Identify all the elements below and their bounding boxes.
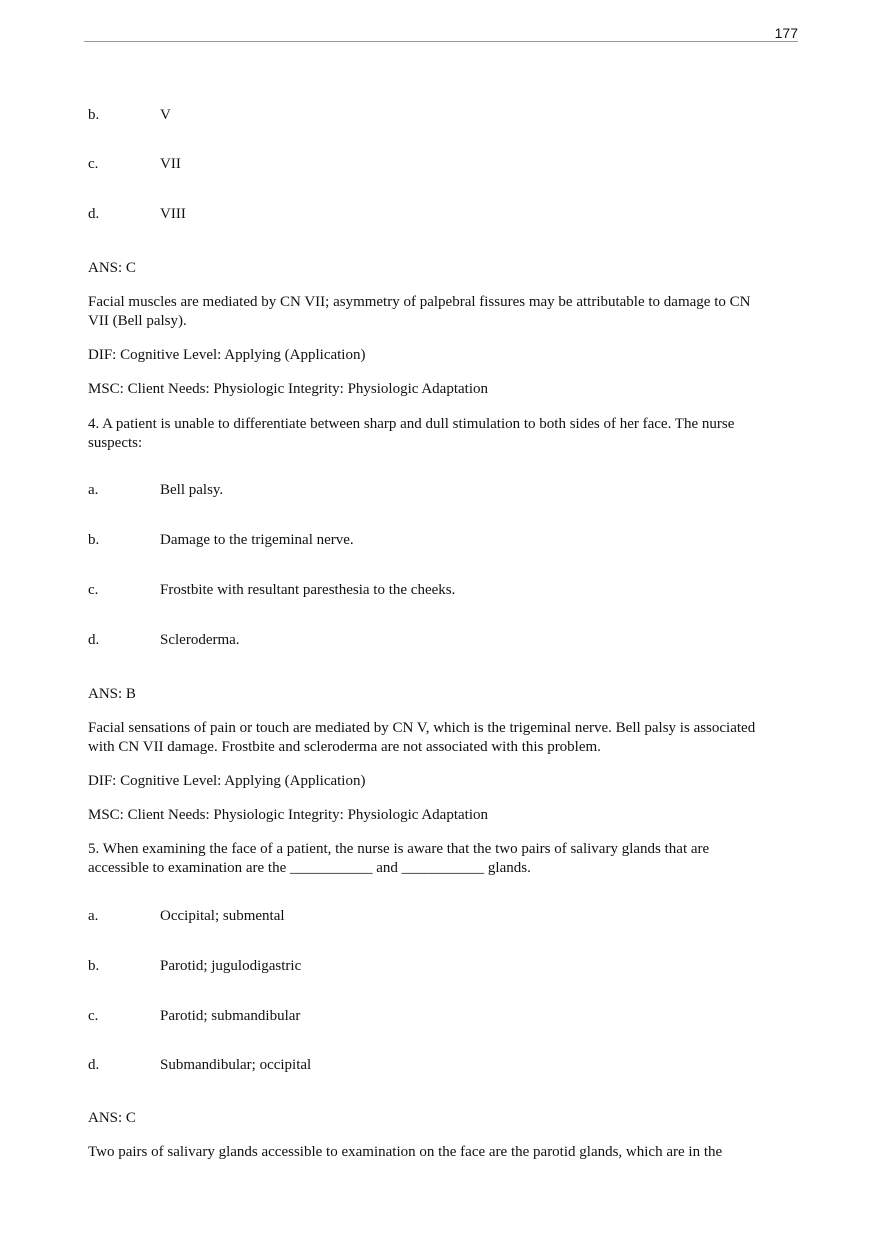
page-number: 177 <box>774 25 798 41</box>
q4-rationale-line: with CN VII damage. Frostbite and scleroderma are not associated with this problem. <box>88 739 601 755</box>
q5-option-text: Submandibular; occipital <box>160 1057 312 1073</box>
q4-question <box>88 415 800 453</box>
q4-difficulty: DIF: Cognitive Level: Applying (Application) <box>88 773 366 789</box>
q3-option-text: VII <box>160 156 181 172</box>
q5-option-letter: b. <box>88 958 100 974</box>
q5-option-text: Occipital; submental <box>160 908 285 924</box>
q4-question-line: 4. A patient is unable to differentiate between sharp and dull stimulation to both sides of her face. The nurse <box>88 416 735 432</box>
q3-difficulty: DIF: Cognitive Level: Applying (Application) <box>88 347 366 363</box>
q3-answer: ANS: C <box>88 260 136 276</box>
q4-option-letter: b. <box>88 532 100 548</box>
q4-option-letter: a. <box>88 482 99 498</box>
q3-option-letter: c. <box>88 156 99 172</box>
q3-client-needs: MSC: Client Needs: Physiologic Integrity: Physiologic Adaptation <box>88 381 488 397</box>
q3-rationale-line: Facial muscles are mediated by CN VII; asymmetry of palpebral fissures may be attributable to damage to CN <box>88 294 751 310</box>
q5-question-line: 5. When examining the face of a patient, the nurse is aware that the two pairs of salivary glands that are <box>88 841 710 857</box>
q5-option-text: Parotid; jugulodigastric <box>160 958 302 974</box>
q4-rationale <box>88 719 800 757</box>
header-rule <box>84 41 798 42</box>
q4-option-letter: c. <box>88 582 99 598</box>
q5-option-letter: d. <box>88 1057 100 1073</box>
q4-question-line: suspects: <box>88 435 143 451</box>
q4-option-text: Bell palsy. <box>160 482 224 498</box>
q4-option-letter: d. <box>88 632 100 648</box>
q4-rationale-line: Facial sensations of pain or touch are mediated by CN V, which is the trigeminal nerve. Bell palsy is associated <box>88 720 756 736</box>
q4-option-text: Damage to the trigeminal nerve. <box>160 532 354 548</box>
q5-rationale <box>88 1143 800 1162</box>
q3-option-letter: b. <box>88 107 100 123</box>
q3-rationale-line: VII (Bell palsy). <box>88 313 187 329</box>
q4-option-text: Scleroderma. <box>160 632 240 648</box>
q4-answer: ANS: B <box>88 686 136 702</box>
q4-option-text: Frostbite with resultant paresthesia to the cheeks. <box>160 582 456 598</box>
q3-option-letter: d. <box>88 206 100 222</box>
q3-option-text: V <box>160 107 171 123</box>
q5-question <box>88 840 800 878</box>
q4-client-needs: MSC: Client Needs: Physiologic Integrity: Physiologic Adaptation <box>88 807 488 823</box>
q3-rationale <box>88 293 800 331</box>
q5-answer: ANS: C <box>88 1110 136 1126</box>
q5-rationale-line: Two pairs of salivary glands accessible to examination on the face are the parotid glands, which are in the <box>88 1144 723 1160</box>
q5-option-text: Parotid; submandibular <box>160 1008 301 1024</box>
q5-option-letter: c. <box>88 1008 99 1024</box>
q5-question-line: accessible to examination are the ___________ and ___________ glands. <box>88 860 531 876</box>
q3-option-text: VIII <box>160 206 186 222</box>
q5-option-letter: a. <box>88 908 99 924</box>
